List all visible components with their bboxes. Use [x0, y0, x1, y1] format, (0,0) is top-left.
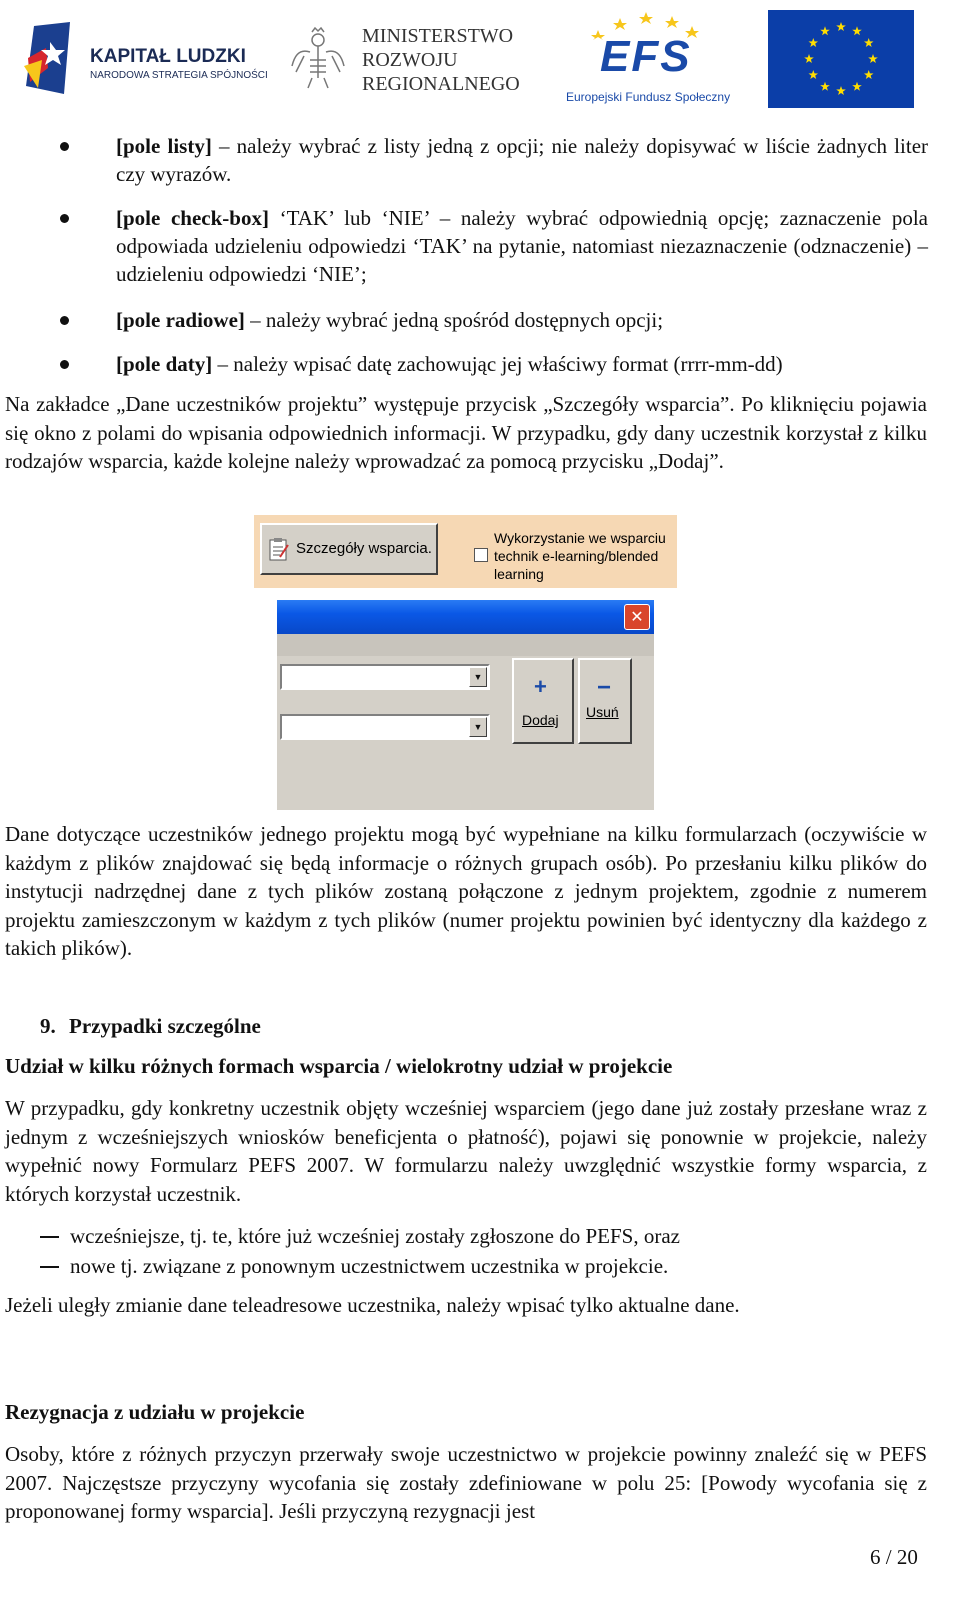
logo-kapital-ludzki [20, 18, 280, 98]
dialog-title-bar [277, 600, 654, 634]
eu-star-icon [836, 86, 846, 95]
eu-star-icon [809, 70, 819, 79]
paragraph-multiple-participation: W przypadku, gdy konkretny uczestnik objęty wcześniej wsparciem (jego dane już zostały przesłane wraz z jednym z wcześniejszych wniosków beneficjenta o płatność), pojawi się ponownie w projekcie, należy wypełnić nowy Formularz PEFS 2007. W formularzu należy uwzględnić wszystkie formy wsparcia, z których korzystał uczestnik. [5, 1096, 927, 1206]
logo-ministry [290, 22, 540, 102]
minus-icon: − [597, 674, 612, 701]
bullet-dot [60, 360, 69, 369]
bullet-term: [pole check-box] [116, 206, 269, 230]
remove-button[interactable] [578, 658, 632, 744]
chevron-down-icon: ▼ [469, 667, 487, 687]
kl-title: KAPITAŁ LUDZKI [90, 46, 246, 67]
eu-star-icon [809, 38, 819, 47]
eu-flag [768, 10, 914, 108]
section-title: Przypadki szczególne [69, 1014, 261, 1038]
bullet-term: [pole daty] [116, 352, 213, 376]
logo-efs [560, 10, 740, 110]
bullet-dot [60, 214, 69, 223]
dash-marker [40, 1266, 59, 1268]
eu-star-icon [804, 54, 814, 63]
bullet-item-list-field [116, 132, 928, 188]
screenshot-toolbar-strip [254, 515, 677, 588]
bullet-text: ‘TAK’ lub ‘NIE’ – należy wybrać odpowiednią opcję; zaznaczenie pola odpowiada udzieleniu odpowiedzi ‘TAK’ na pytanie, natomiast niezaznaczenie (odznaczenie) – udzieleniu odpowiedzi ‘NIE’; [116, 206, 928, 286]
ministry-line-2: ROZWOJU [362, 49, 458, 71]
paragraph-details-button: Na zakładce „Dane uczestników projektu” występuje przycisk „Szczegóły wsparcia”. Po kliknięciu pojawia się okno z polami do wpisania odpowiednich informacji. W przypadku, gdy dany uczestnik korzystał z kilku rodzajów wsparcia, każde kolejne należy wprowadzać za pomocą przycisku „Dodaj”. [5, 392, 927, 473]
paragraph-resignation: Osoby, które z różnych przyczyn przerwały swoje uczestnictwo w projekcie powinny znaleźć się w PEFS 2007. Najczęstsze przyczyny wycofania się zostały zdefiniowane w polu 25: [Powody wycofania się z proponowanej formy wsparcia]. Jeśli przyczyną rezygnacji jest [5, 1442, 927, 1523]
close-button[interactable] [624, 604, 650, 630]
details-support-button[interactable] [260, 523, 438, 575]
bullet-text: – należy wybrać jedną spośród dostępnych opcji; [244, 308, 664, 332]
dash-item: nowe tj. związane z ponownym uczestnictwem uczestnika w projekcie. [70, 1254, 669, 1278]
bullet-item-date-field [116, 350, 928, 378]
ministry-line-3: REGIONALNEGO [362, 73, 520, 95]
paragraph-contact-data: Jeżeli uległy zmianie dane teleadresowe uczestnika, należy wpisać tylko aktualne dane. [5, 1293, 740, 1317]
polish-eagle-icon [290, 26, 346, 92]
bullet-term: [pole listy] [116, 134, 212, 158]
eu-star-icon [864, 70, 874, 79]
add-button-label: Dodaj [522, 712, 559, 728]
chevron-down-icon: ▼ [469, 717, 487, 737]
dash-item: wcześniejsze, tj. te, które już wcześniej zostały zgłoszone do PEFS, oraz [70, 1224, 680, 1248]
eu-star-icon [836, 22, 846, 31]
support-form-select[interactable] [280, 714, 490, 740]
clipboard-icon [268, 537, 290, 561]
bullet-text: – należy wybrać z listy jedną z opcji; nie należy dopisywać w liście żadnych liter czy wyrazów. [116, 134, 929, 186]
support-type-select[interactable] [280, 664, 490, 690]
bullet-item-checkbox-field [116, 204, 928, 288]
plus-icon: + [534, 674, 547, 699]
efs-wordmark: EFS [600, 32, 692, 81]
bullet-item-radio-field [116, 306, 928, 334]
section-heading [40, 1014, 261, 1039]
subheading-resignation: Rezygnacja z udziału w projekcie [5, 1400, 305, 1424]
eu-star-icon [864, 38, 874, 47]
eu-star-icon [820, 26, 830, 35]
eu-star-icon [868, 54, 878, 63]
page-number: 6 / 20 [870, 1545, 918, 1569]
section-number: 9. [40, 1014, 56, 1038]
eu-star-icon [852, 82, 862, 91]
elearning-checkbox[interactable] [474, 548, 488, 562]
remove-button-label: Usuń [586, 704, 619, 720]
bullet-term: [pole radiowe] [116, 308, 245, 332]
eu-star-icon [852, 26, 862, 35]
dash-marker [40, 1236, 59, 1238]
dialog-blank-row [277, 634, 654, 656]
efs-caption: Europejski Fundusz Społeczny [566, 90, 731, 104]
paragraph-multiple-forms: Dane dotyczące uczestników jednego projektu mogą być wypełniane na kilku formularzach (oczywiście w każdym z plików znajdować się będą informacje o różnych grupach osób). Po przesłaniu kilku plików do instytucji nadrzędnej dane z tych plików zostaną połączone z jednym projektem, zgodnie z numerem projektu zamieszczonym w każdym z tych plików (numer projektu powinien być identyczny dla każdego z takich plików). [5, 822, 927, 960]
close-icon: ✕ [630, 607, 644, 626]
bullet-dot [60, 316, 69, 325]
eu-stars-icon [768, 10, 914, 108]
subheading-multiple-participation: Udział w kilku różnych formach wsparcia / wielokrotny udział w projekcie [5, 1054, 673, 1078]
kl-subtitle: NARODOWA STRATEGIA SPÓJNOŚCI [90, 70, 268, 81]
ministry-line-1: MINISTERSTWO [362, 25, 514, 47]
bullet-dot [60, 142, 69, 151]
add-button[interactable] [512, 658, 574, 744]
elearning-checkbox-label: Wykorzystanie we wsparciu technik e-learning/blended learning [494, 530, 666, 582]
kapital-ludzki-emblem-icon [20, 20, 84, 96]
bullet-text: – należy wpisać datę zachowując jej właściwy format (rrrr-mm-dd) [212, 352, 783, 376]
eu-star-icon [820, 82, 830, 91]
details-support-button-label: Szczegóły wsparcia. [296, 540, 432, 557]
